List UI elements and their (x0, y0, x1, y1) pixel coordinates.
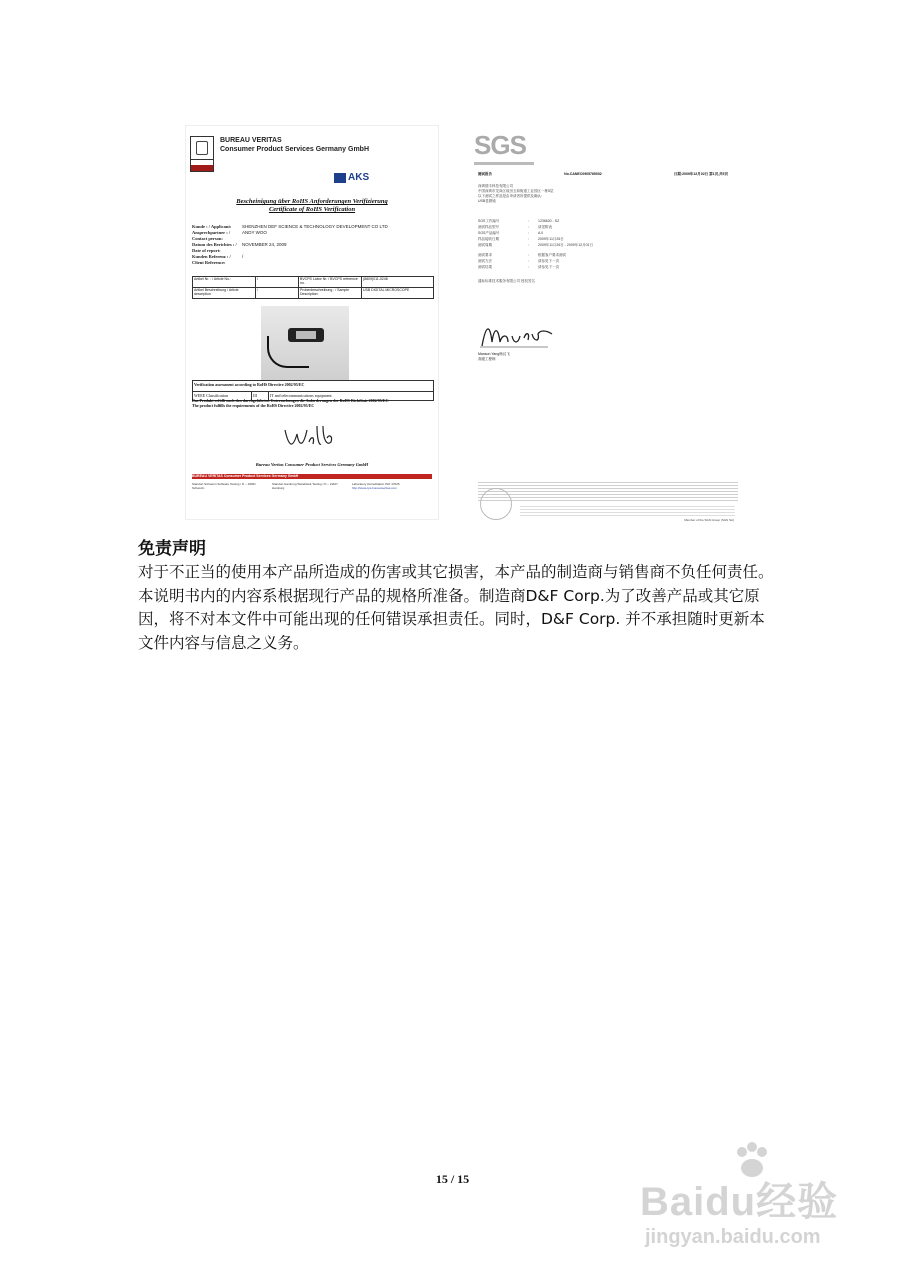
field-row: 测试要求 : 根据客户要求测试 (478, 253, 566, 257)
eu-flag-icon (334, 173, 346, 183)
bv-org-line1: BUREAU VERITAS (220, 137, 282, 144)
field-row (192, 254, 432, 266)
info-line: 中国深圳市龙岗区坂田五和街道工业园区一栋5层 (478, 189, 554, 193)
aks-label: AKS (348, 172, 370, 183)
table-cell: Artikel Nr. : / Article No.: (193, 277, 256, 287)
report-number: No.CANEC0905765002 (564, 172, 602, 176)
field-row: 测试结果 : 请参见下一页 (478, 265, 559, 269)
field-value: 请参见下一页 (538, 259, 559, 263)
footer-col: Standort Hamburg Wandsbek Testing / D – 21107 Hamburg (272, 482, 338, 490)
signer-caption (478, 352, 510, 362)
table-row (193, 277, 433, 288)
fine-print (478, 480, 738, 502)
table-row (193, 288, 433, 298)
field-row: 测试周期 : 2009年11月26日 - 2009年12月01日 (478, 243, 593, 247)
field-key: Ansprechpartner : / Contact person: (192, 230, 231, 241)
statement-de: Das Produkt erfüllt nach den durchgeführten Untersuchungen die Anforderungen der RoHS Richtlinie 2002/95/EC (192, 398, 389, 403)
signer-title: 高级工程师 (478, 357, 496, 361)
sgs-test-report (460, 120, 740, 523)
field-value: SHENZHEN DEF SCIENCE & TECHNOLOGY DEVELOPMENT CO LTD (242, 224, 388, 229)
footer-link: http://www.cps.bureauveritas.com (352, 486, 397, 490)
weee-class: III (252, 392, 269, 400)
field-key: SGS产品编号 (478, 231, 500, 235)
info-line: 深圳德丰科技有限公司 (478, 184, 513, 188)
field-value: ANDY WOO (242, 230, 267, 235)
field-value: 2009年11月26日 - 2009年12月01日 (538, 243, 593, 247)
statement-en: The product fulfills the requirements of the RoHS Directive 2002/95/EC (192, 403, 315, 408)
disclaimer-heading: 免责声明 (138, 539, 206, 559)
title-de: Bescheinigung über RoHS Anforderungen Verifizierung (236, 198, 388, 205)
field-key: Datum des Berichtes : / Date of report: (192, 242, 237, 253)
table-cell: (8809)011-0248 (363, 277, 388, 281)
footer-col: Standort Schwerin Software Testing / D – 19061 Schwerin (192, 482, 256, 490)
table-cell: Artikel Beschreibung / Article description (193, 288, 256, 298)
field-value: 根据客户要求测试 (538, 253, 566, 257)
bv-org-line2: Consumer Product Services Germany GmbH (220, 146, 369, 153)
field-key: SGS工作编号 (478, 219, 500, 223)
field-key: 测试样品型号 (478, 225, 499, 229)
report-date: 日期:2009年12月02日 第1页,共5页 (673, 172, 728, 176)
signature-image (478, 320, 558, 350)
table-cell: USB DIGITAL MICROSCOPE (363, 288, 410, 292)
signature-image (281, 422, 341, 452)
table-cell: / (256, 288, 299, 298)
certificate-title (192, 198, 432, 214)
footer-col: Laboratory Accreditation ISO 17025 (352, 482, 400, 486)
table-cell: BVCPS Labor Nr. / BVCPS reference no. (299, 277, 362, 287)
address-lines (520, 504, 735, 516)
report-header (478, 172, 728, 177)
member-note: Member of the SGS Group (SGS SA) (684, 518, 734, 522)
field-value: 请参见下一页 (538, 265, 559, 269)
field-value: 请见附表 (538, 225, 552, 229)
field-row: 样品接收日期 : 2009年11月26日 (478, 237, 564, 241)
weee-label: WEEE Classification (193, 392, 252, 400)
field-key: 样品接收日期 (478, 237, 499, 241)
usb-cable-image (267, 336, 309, 368)
applicant-info (478, 184, 658, 204)
signature-caption: Bureau Veritas Consumer Product Services Germany GmbH (255, 462, 369, 467)
footer-bar: BUREAU VERITAS Consumer Product Services Germany GmbH (192, 474, 432, 479)
field-key: Kunde : / Applicant: (192, 224, 232, 229)
product-photo (261, 306, 349, 380)
field-row: 测试样品型号 : 请见附表 (478, 225, 552, 229)
field-row (192, 230, 432, 242)
field-key: 测试周期 (478, 243, 492, 247)
applicant-fields (192, 224, 432, 266)
sgs-logo: SGS (474, 130, 526, 160)
baidu-watermark (640, 1140, 870, 1280)
field-value: NOVEMBER 24, 2009 (242, 242, 287, 247)
field-value: / (242, 254, 244, 259)
verification-header: Verification assessment according to RoHS Directive 2002/95/EC (193, 381, 433, 392)
table-cell: Probenbeschreibung : / Sample Description: (299, 288, 362, 298)
field-key: 测试要求 (478, 253, 492, 257)
rohs-statement (192, 398, 432, 408)
report-title: 测试报告 (478, 172, 492, 176)
bv-org-name (220, 136, 369, 154)
table-cell: / (256, 277, 299, 287)
field-row: SGS产品编号 : A.0 (478, 231, 544, 235)
bureau-veritas-certificate (185, 125, 439, 520)
signer-name: Manson Yang杨汉飞 (478, 352, 510, 356)
footer-columns (192, 482, 432, 490)
info-line: USB显微镜 (478, 199, 496, 203)
field-key: Kunden Referenz : / Client Reference: (192, 254, 231, 265)
sgs-seal-icon (480, 488, 512, 520)
sign-note: 通标标准技术服务有限公司 授权签名 (478, 279, 535, 283)
page-number: 15 / 15 (435, 1172, 470, 1186)
info-line: 以下测试之样品是由申请者所提供及确认: (478, 194, 542, 198)
field-value: A.0 (538, 231, 544, 235)
field-key: 测试结果 (478, 265, 492, 269)
field-key: 测试方法 (478, 259, 492, 263)
article-table (192, 276, 434, 299)
field-value: 2009年11月26日 (538, 237, 564, 241)
field-value: 1236620 - SZ (538, 219, 560, 223)
watermark-brand: Baidu经验 (640, 1180, 839, 1224)
title-en: Certificate of RoHS Verification (268, 206, 356, 213)
field-row: SGS工作编号 : 1236620 - SZ (478, 219, 560, 223)
weee-desc: IT and telecommunications equipment (270, 393, 332, 398)
disclaimer-body: 对于不正当的使用本产品所造成的伤害或其它损害，本产品的制造商与销售商不负任何责任。本说明书内的内容系根据现行产品的规格所准备。制造商D&F Corp.为了改善产品或其它原因，将不对本文件中可能出现的任何错误承担责任。同时，D&F Corp. 并不承担随时更新本文件内容与信息之义务。 (138, 563, 774, 652)
field-row (192, 242, 432, 254)
watermark-url: jingyan.baidu.com (645, 1226, 821, 1248)
field-row: 测试方法 : 请参见下一页 (478, 259, 559, 263)
report-fields (478, 218, 698, 284)
bureau-veritas-logo (190, 136, 214, 172)
aks-accreditation-logo (334, 173, 426, 187)
